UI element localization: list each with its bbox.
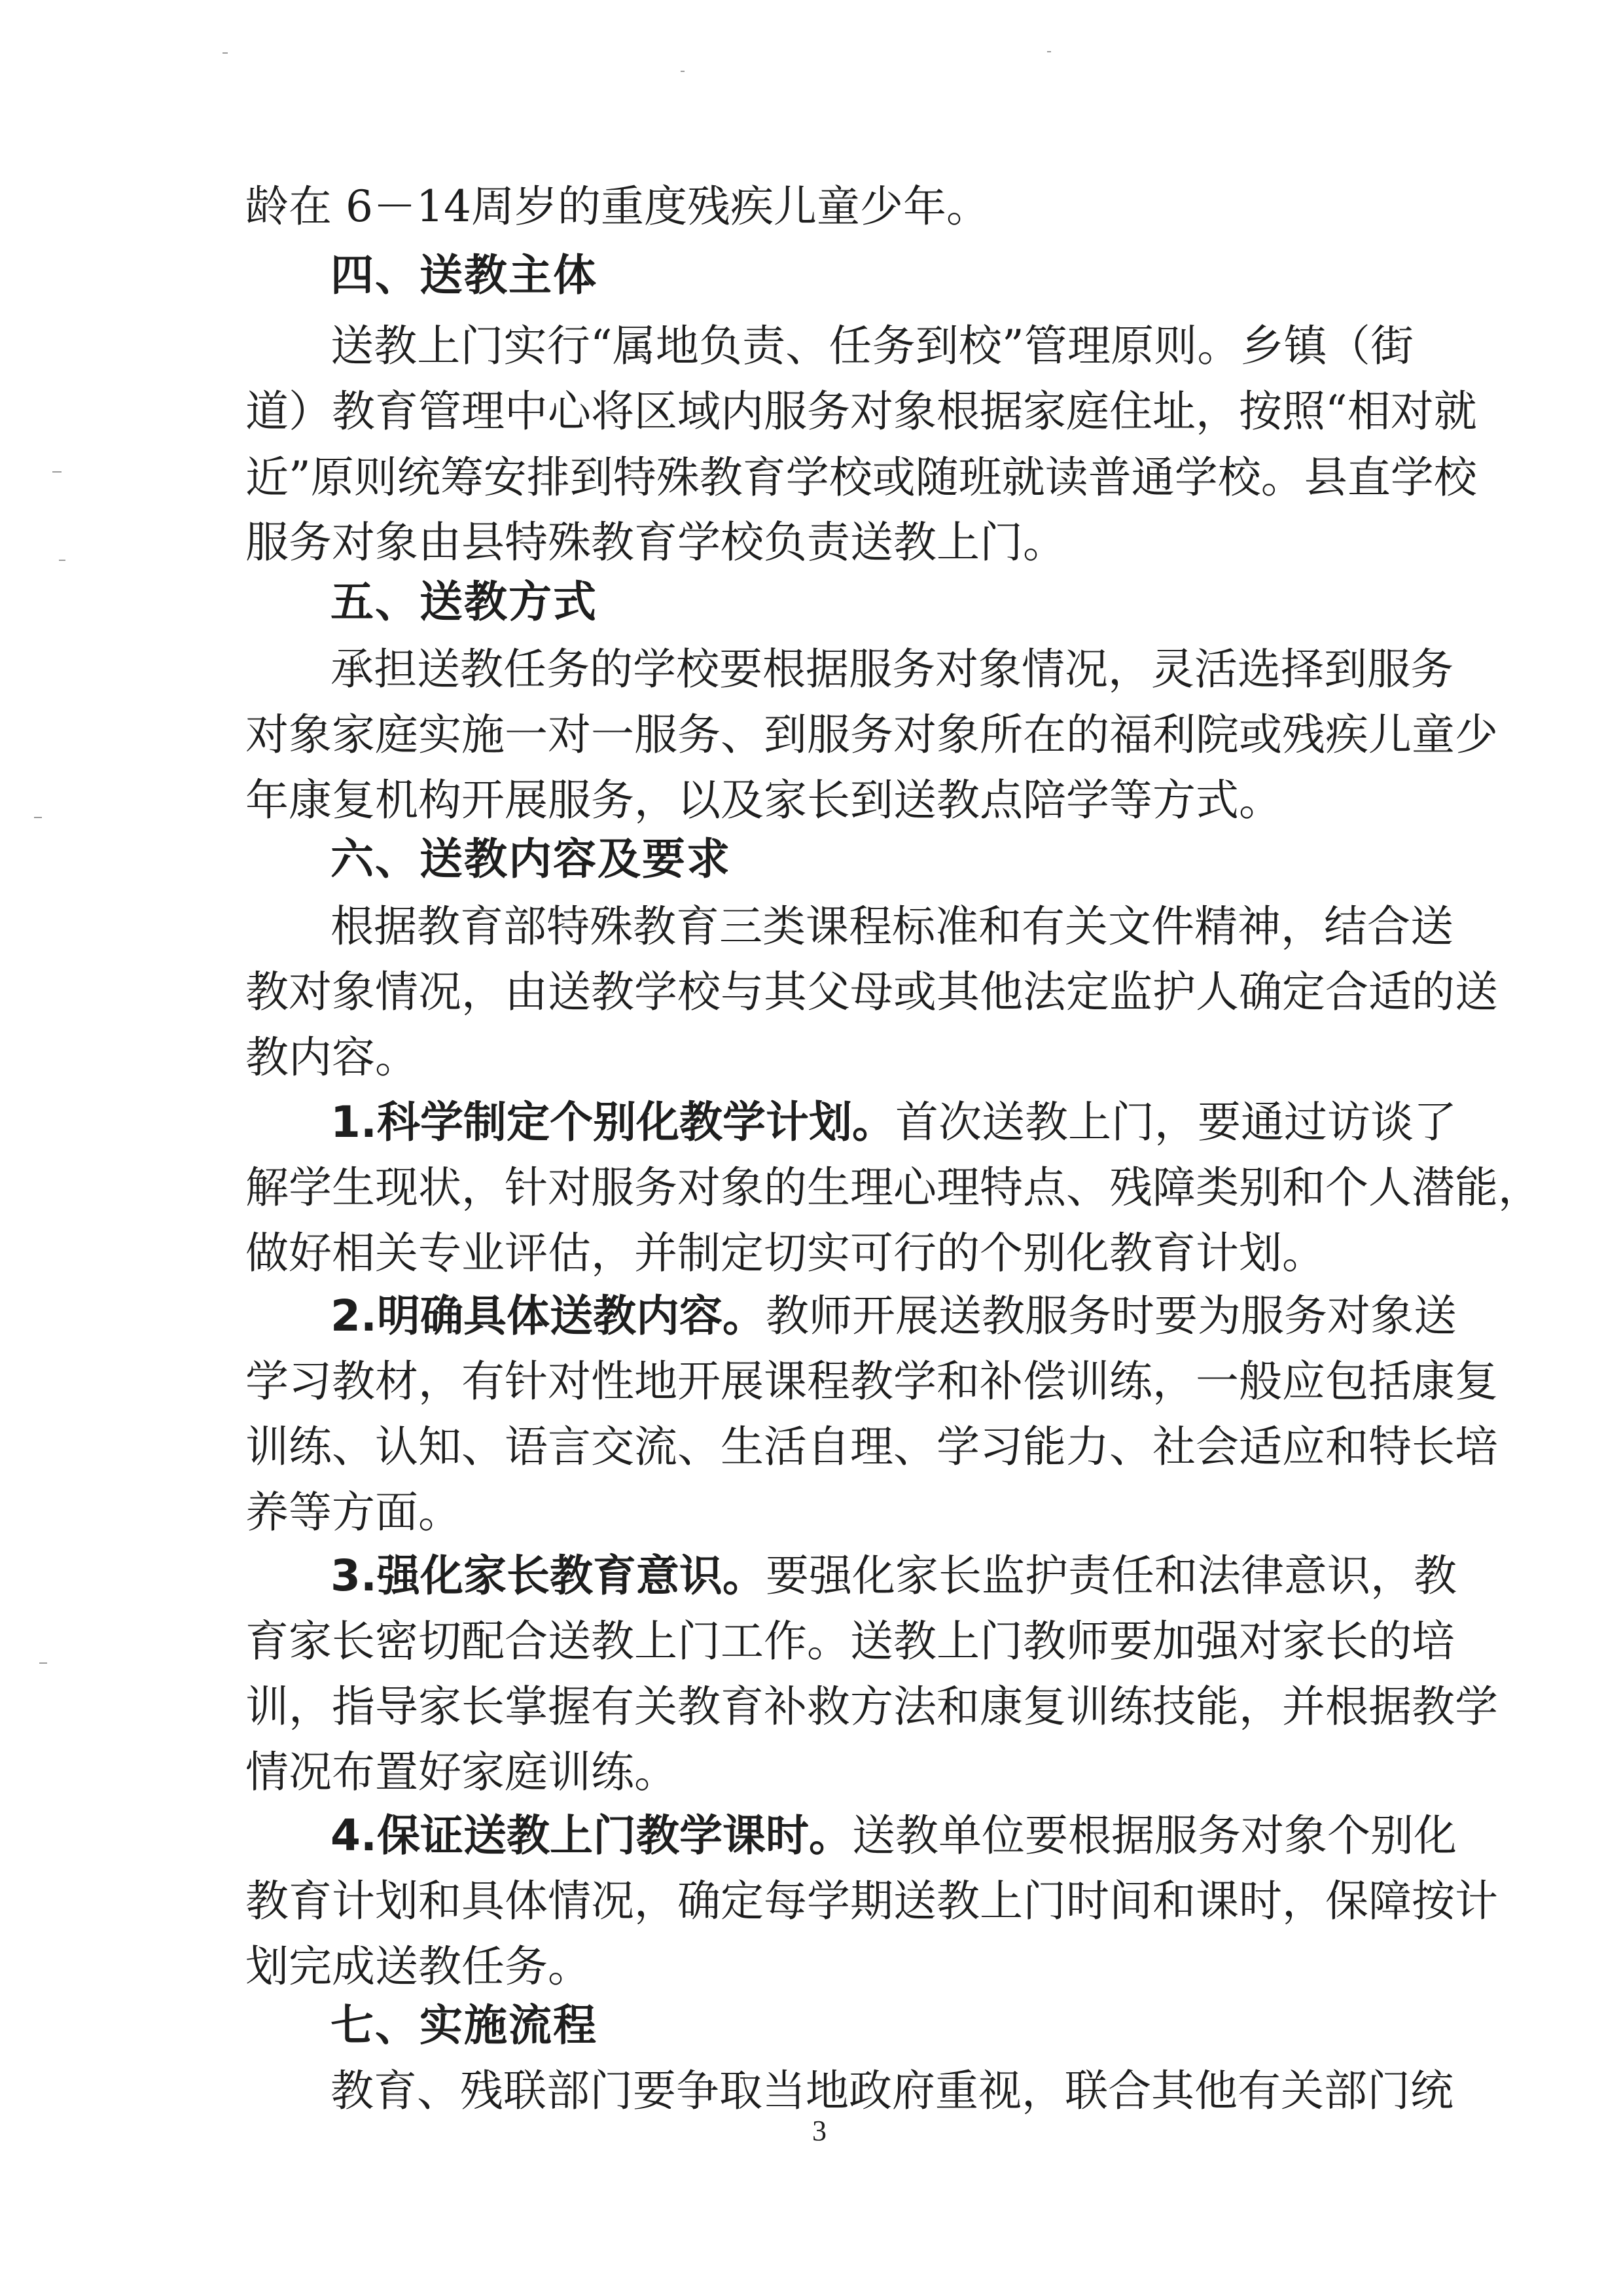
body-line: 训，指导家长掌握有关教育补救方法和康复训练技能，并根据教学 — [245, 1681, 1498, 1732]
item-lead: 4.保证送教上门教学课时。 — [330, 1810, 852, 1861]
scan-speck — [223, 52, 228, 54]
body-line: 龄在 6－14周岁的重度残疾儿童少年。 — [245, 181, 990, 232]
body-line: 近”原则统筹安排到特殊教育学校或随班就读普通学校。县直学校 — [245, 452, 1477, 503]
scan-speck — [59, 560, 65, 561]
scan-speck — [52, 471, 62, 473]
section-heading: 六、送教内容及要求 — [330, 834, 731, 884]
section-heading: 五、送教方式 — [330, 577, 597, 627]
body-line: 根据教育部特殊教育三类课程标准和有关文件精神，结合送 — [330, 901, 1454, 952]
body-line: 教育、残联部门要争取当地政府重视，联合其他有关部门统 — [330, 2066, 1454, 2116]
body-line: 对象家庭实施一对一服务、到服务对象所在的福利院或残疾儿童少 — [245, 709, 1498, 760]
body-line: 教对象情况，由送教学校与其父母或其他法定监护人确定合适的送 — [245, 967, 1498, 1017]
body-line: 情况布置好家庭训练。 — [245, 1747, 677, 1797]
scan-speck — [34, 817, 42, 818]
scan-speck — [681, 71, 685, 72]
body-line: 3.强化家长教育意识。要强化家长监护责任和法律意识，教 — [330, 1551, 1457, 1601]
body-line: 教内容。 — [245, 1032, 418, 1083]
body-line: 做好相关专业评估，并制定切实可行的个别化教育计划。 — [245, 1228, 1325, 1278]
body-line: 育家长密切配合送教上门工作。送教上门教师要加强对家长的培 — [245, 1616, 1455, 1666]
scan-speck — [39, 1662, 47, 1664]
item-lead: 1.科学制定个别化教学计划。 — [330, 1097, 895, 1147]
body-line: 道）教育管理中心将区域内服务对象根据家庭住址，按照“相对就 — [245, 386, 1477, 437]
body-line: 4.保证送教上门教学课时。送教单位要根据服务对象个别化 — [330, 1810, 1457, 1861]
page-number: 3 — [812, 2115, 827, 2147]
body-line: 训练、认知、语言交流、生活自理、学习能力、社会适应和特长培 — [245, 1422, 1498, 1472]
section-heading: 七、实施流程 — [330, 2000, 597, 2051]
body-line: 划完成送教任务。 — [245, 1941, 591, 1992]
body-line: 教育计划和具体情况，确定每学期送教上门时间和课时，保障按计 — [245, 1876, 1498, 1926]
scan-speck — [1047, 51, 1051, 52]
body-line: 服务对象由县特殊教育学校负责送教上门。 — [245, 517, 1066, 567]
body-line: 送教上门实行“属地负责、任务到校”管理原则。乡镇（街 — [330, 321, 1414, 371]
body-line: 养等方面。 — [245, 1487, 461, 1537]
body-line: 解学生现状，针对服务对象的生理心理特点、残障类别和个人潜能， — [245, 1162, 1541, 1213]
body-line: 1.科学制定个别化教学计划。首次送教上门，要通过访谈了 — [330, 1097, 1457, 1147]
section-heading: 四、送教主体 — [330, 250, 597, 300]
body-line: 年康复机构开展服务，以及家长到送教点陪学等方式。 — [245, 775, 1282, 825]
body-line: 2.明确具体送教内容。教师开展送教服务时要为服务对象送 — [330, 1291, 1457, 1341]
item-lead: 3.强化家长教育意识。 — [330, 1551, 766, 1601]
item-lead: 2.明确具体送教内容。 — [330, 1291, 766, 1341]
body-line: 承担送教任务的学校要根据服务对象情况，灵活选择到服务 — [330, 644, 1454, 694]
body-line: 学习教材，有针对性地开展课程教学和补偿训练，一般应包括康复 — [245, 1356, 1498, 1407]
